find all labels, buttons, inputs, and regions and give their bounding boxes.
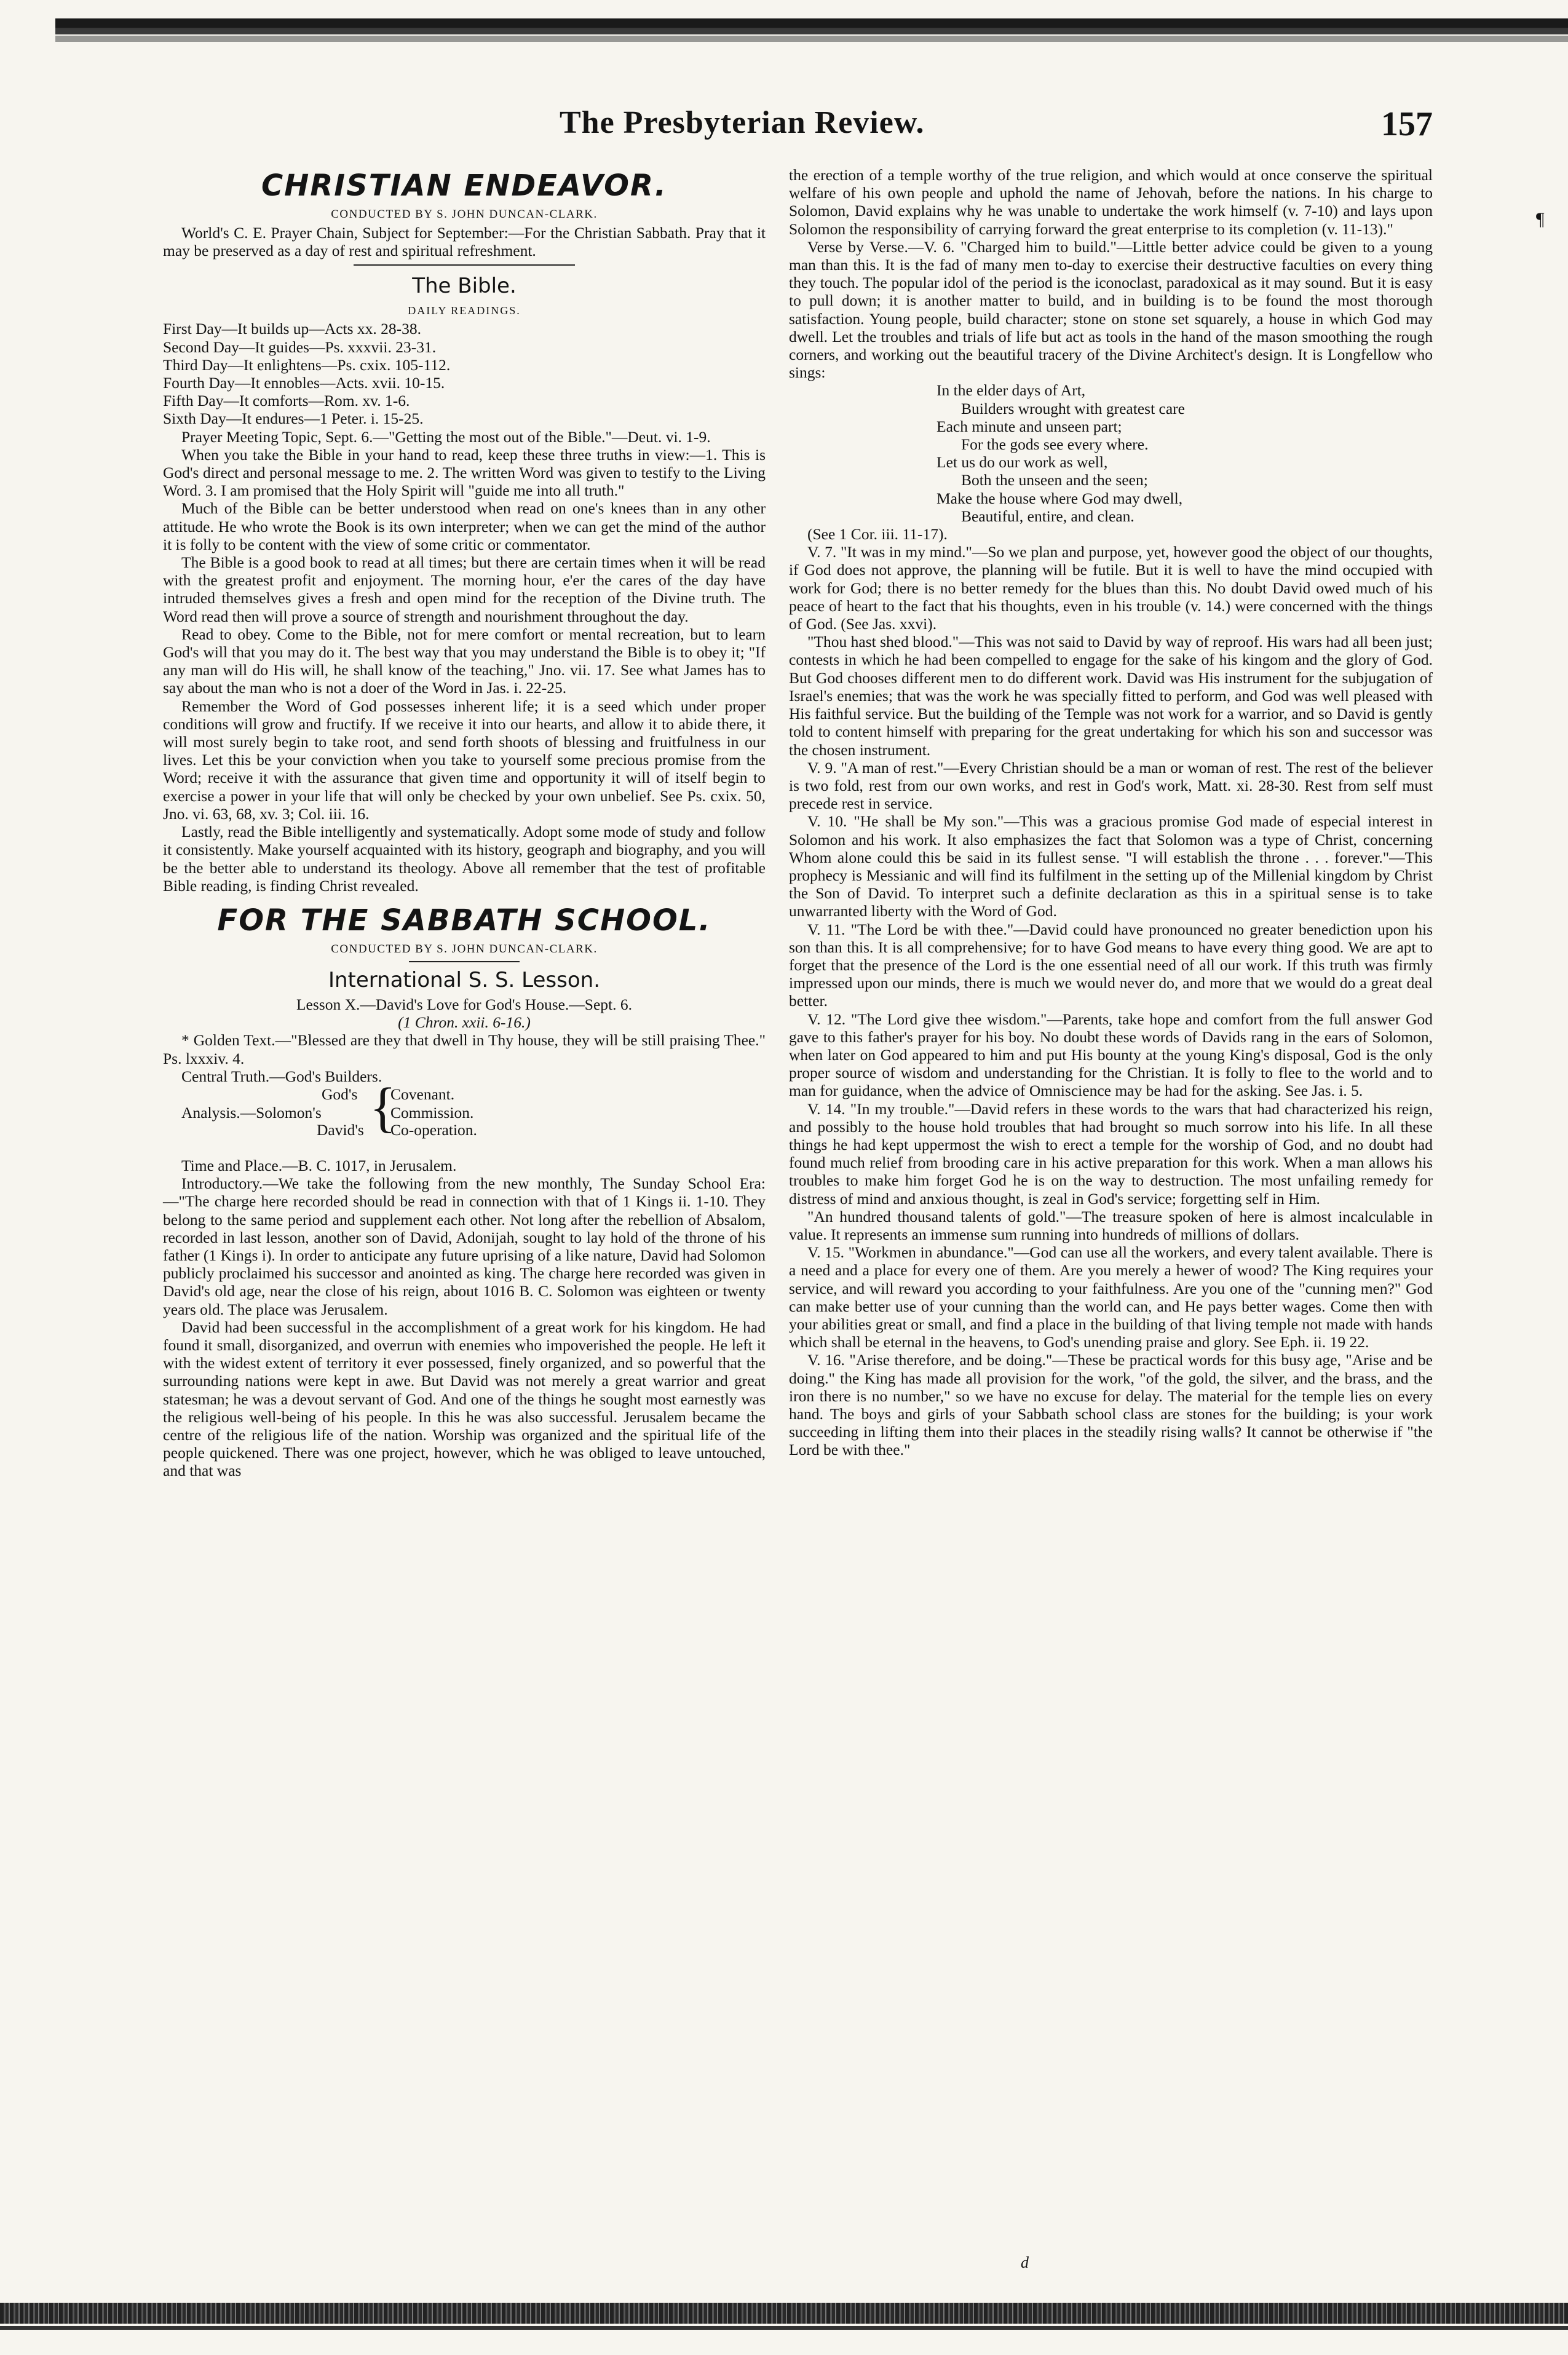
reading-item: Third Day—It enlightens—Ps. cxix. 105-112. — [163, 355, 451, 374]
reading-item: Fifth Day—It comforts—Rom. xv. 1-6. — [163, 392, 410, 410]
analysis-bottom-word: David's — [317, 1120, 364, 1139]
body-paragraph: Introductory.—We take the following from the new monthly, The Sunday School Era:—"The charge here recorded should be read in connection with that of 1 Kings ii. 1-10. They belong to the same period and supplement each other. Not long after the rebellion of Absalom, recorded in last lesson, another son of David, Adonijah, sought to lay hold of the throne of his father (1 Kings i). In order to anticipate any future uprising of a like nature, David had Solomon publicly proclaimed his successor and anointed as king. The charge here recorded was given in David's old age, near the close of his reign, about 1016 B. C. Solomon was eighteen or twenty years old. The place was Jerusalem. — [163, 1174, 766, 1318]
analysis-cooperation: Co-operation. — [390, 1120, 477, 1139]
poem-line: Make the house where God may dwell, — [936, 489, 1183, 507]
poem-line: Let us do our work as well, — [936, 453, 1108, 472]
page-header — [560, 105, 1433, 148]
daily-readings-label: DAILY READINGS. — [408, 304, 521, 317]
prayer-chain-intro: World's C. E. Prayer Chain, Subject for September:—For the Christian Sabbath. Pray that it may be preserved as a day of rest and spiritual refreshment. — [163, 224, 766, 260]
body-paragraph: David had been successful in the accomplishment of a great work for his kingdom. He had found it small, disorganized, and overrun with enemies who impoverished the people. He left it with the widest extent of territory it ever possessed, finely organized, and so powerful that the surrounding nations were kept in awe. But David was not merely a great warrior and great statesman; he was a devout servant of God. And one of the things he sought most earnestly was the religious well-being of his people. In this he was also successful. Jerusalem became the centre of the religious life of the nation. Worship was organized and the spiritual life of the people quickened. There was one project, however, which he was obliged to leave untouched, and that was — [163, 1318, 766, 1480]
central-truth: Central Truth.—God's Builders. — [181, 1067, 382, 1085]
body-paragraph: "Thou hast shed blood."—This was not said to David by way of reproof. His wars had all been just; contests in which he had been compelled to engage for the sake of his kingom and the glory of God. But God chooses different men to do different work. David was His instrument for the subjugation of Israel's enemies; that was the work he was specially fitted to perform, and God was well pleased with His faithful service. But the building of the Temple was not work for a warrior, and so David is gently told to content himself with preparing for the great undertaking for which his son and successor was the chosen instrument. — [789, 633, 1433, 759]
golden-text: * Golden Text.—"Blessed are they that dwell in Thy house, they will be still praising Thee." Ps. lxxxiv. 4. — [163, 1031, 766, 1067]
body-paragraph: Read to obey. Come to the Bible, not for mere comfort or mental recreation, but to learn God's will that you may do it. The best way that you may understand the Bible is to obey it; "If any man will do His will, he shall know of the teaching," Jno. vii. 17. See what James has to say about the man who is not a doer of the Word in Jas. i. 22-25. — [163, 625, 766, 697]
prayer-meeting-topic: Prayer Meeting Topic, Sept. 6.—"Getting the most out of the Bible."—Deut. vi. 1-9. — [181, 427, 711, 446]
reading-item: First Day—It builds up—Acts xx. 28-38. — [163, 320, 422, 338]
time-and-place: Time and Place.—B. C. 1017, in Jerusalem. — [181, 1156, 457, 1174]
sabbath-school-byline: CONDUCTED BY S. JOHN DUNCAN-CLARK. — [331, 942, 598, 956]
divider — [409, 961, 520, 962]
analysis-brace: { — [370, 1077, 397, 1138]
poem-line: Both the unseen and the seen; — [961, 471, 1148, 489]
poem-line: Each minute and unseen part; — [936, 417, 1122, 435]
body-paragraph: Lastly, read the Bible intelligently and systematically. Adopt some mode of study and follow it consistently. Make yourself acquainted with its history, geograph and biography, and you will be the better able to understand its theology. Above all remember that the test of profitable Bible reading, is finding Christ revealed. — [163, 823, 766, 895]
body-paragraph: V. 12. "The Lord give thee wisdom."—Parents, take hope and comfort from the full answer God gave to this father's prayer for his boy. No doubt these words of Davids rang in the ears of Solomon, when later on God appeared to him and put His bounty at the young King's disposal, God is the only proper source of wisdom and understanding for the Christian. It is folly to flee to the world and to man for guidance, when the advice of Omniscience may be had for the asking. See Jas. i. 5. — [789, 1010, 1433, 1100]
poem-line: In the elder days of Art, — [936, 381, 1086, 400]
lesson-scripture: (1 Chron. xxii. 6-16.) — [398, 1013, 531, 1032]
christian-endeavor-heading: CHRISTIAN ENDEAVOR. — [261, 168, 668, 203]
body-paragraph: V. 7. "It was in my mind."—So we plan and purpose, yet, however good the object of our thoughts, if God does not approve, the planning will be futile. But it is well to have the mind occupied with work for God; there is no better remedy for the blues than this. No doubt David owed much of his peace of heart to the fact that his thoughts, even in his trouble (v. 14.) were concerned with the things of God. (See Jas. xxvi). — [789, 543, 1433, 633]
poem-line: Builders wrought with greatest care — [961, 399, 1185, 418]
body-paragraph: When you take the Bible in your hand to read, keep these three truths in view:—1. This is God's direct and personal message to me. 2. The written Word was given to testify to the Living Word. 3. I am promised that the Holy Spirit will "guide me into all truth." — [163, 445, 766, 500]
body-paragraph: Much of the Bible can be better understood when read on one's knees than in any other attitude. He who wrote the Book is its own interpreter; when we can get the mind of the author it is folly to be content with the view of some critic or commentator. — [163, 499, 766, 553]
bottom-border-rule — [0, 2303, 1568, 2324]
reading-item: Fourth Day—It ennobles—Acts. xvii. 10-15. — [163, 374, 445, 392]
analysis-commission: Commission. — [390, 1103, 474, 1122]
top-border-shadow — [55, 36, 1568, 42]
lesson-subheading: International S. S. Lesson. — [328, 967, 601, 992]
analysis-label: Analysis.—Solomon's — [181, 1103, 322, 1122]
divider — [354, 264, 575, 266]
analysis-covenant: Covenant. — [390, 1085, 455, 1103]
body-paragraph: the erection of a temple worthy of the true religion, and which would at once conserve the spiritual welfare of his own people and uphold the name of Jehovah, before the nations. In his charge to Solomon, David explains why he was unable to undertake the work himself (v. 7-10) and lays upon Solomon the responsibility of carrying forward the great enterprise to its completion (v. 11-13)." — [789, 166, 1433, 238]
body-paragraph: Remember the Word of God possesses inherent life; it is a seed which under proper conditions will grow and fructify. If we receive it into our hearts, and allow it to abide there, it will most surely begin to take root, and send forth shoots of blessing and fruitfulness in our lives. Let this be your conviction when you take to yourself some precious promise from the Word; receive it with the assurance that given time and opportunity it will of itself begin to exercise a power in your life that will only be checked by your own unbelief. See Ps. cxix. 50, Jno. vi. 63, 68, xv. 3; Col. iii. 16. — [163, 697, 766, 823]
stray-mark: d — [1021, 2254, 1029, 2271]
right-column — [789, 166, 1433, 1459]
margin-mark: ¶ — [1536, 209, 1545, 229]
christian-endeavor-byline: CONDUCTED BY S. JOHN DUNCAN-CLARK. — [331, 208, 598, 221]
body-paragraph: The Bible is a good book to read at all times; but there are certain times when it will be read with the greatest profit and enjoyment. The morning hour, e'er the cares of the day have intruded themselves gives a fresh and open mind for the reception of the Divine truth. The Word read then will prove a source of strength and nourishment throughout the day. — [163, 553, 766, 625]
analysis-top-word: God's — [322, 1085, 358, 1103]
body-paragraph: V. 10. "He shall be My son."—This was a gracious promise God made of especial interest in Solomon and his work. It also emphasizes the fact that Solomon was a type of Christ, concerning Whom alone could this be said in its fullest sense. "I will establish the throne . . . forever."—This prophecy is Messianic and will find its fulfilment in the setting up of the Millenial kingdom by Christ the Son of David. To interpret such a definite declaration as this in a spiritual sense is to take unwarranted liberty with the Word of God. — [789, 812, 1433, 920]
left-column — [163, 166, 766, 1480]
body-paragraph: V. 14. "In my trouble."—David refers in these words to the wars that had characterized his reign, and possibly to the house hold troubles that had brought so much sorrow into his life. In all these things he had kept uppermost the wish to erect a temple for the worship of God, and no doubt had found much relief from brooding care in his active preparation for this work. When a man allows his troubles to make him forget God he is on the way to destruction. The most unfailing remedy for distress of mind and anxious thought, is zeal in God's service; forgetting self in Him. — [789, 1099, 1433, 1208]
body-paragraph: V. 15. "Workmen in abundance."—God can use all the workers, and every talent available. There is a need and a place for every one of them. Are you merely a hewer of wood? The King requires your service, and will reward you according to your faithfulness. Are you one of the "cunning men?" God can make better use of your cunning than the world can, and He pays better wages. Come then with your abilities great or small, and find a place in the building of that living temple not made with hands which shall be eternal in the heavens, to God's unending praise and glory. See Eph. ii. 19 22. — [789, 1243, 1433, 1352]
body-paragraph: Verse by Verse.—V. 6. "Charged him to build."—Little better advice could be given to a young man than this. It is the fad of many men to-day to exercise their destructive faculties on every thing they touch. The popular idol of the period is the iconoclast, paradoxical as it may sound. But it is easy to pull down; it is another matter to build, and in building is to be found the most thorough satisfaction. Young people, build character; stone on stone set squarely, a house in which God may dwell. Let the troubles and trials of life but act as tools in the hand of the mason smoothing the rough corners, and working out the beautiful tracery of the Divine Architect's design. It is Longfellow who sings: — [789, 237, 1433, 382]
page-number: 157 — [1381, 105, 1433, 143]
publication-title: The Presbyterian Review. — [560, 105, 925, 140]
poem-reference: (See 1 Cor. iii. 11-17). — [807, 525, 948, 544]
bible-subheading: The Bible. — [412, 274, 517, 299]
lesson-analysis — [163, 1077, 766, 1157]
reading-item: Sixth Day—It endures—1 Peter. i. 15-25. — [163, 410, 424, 428]
body-paragraph: V. 11. "The Lord be with thee."—David could have pronounced no greater benediction upon his son than this. It is all comprehensive; for to have God means to have every thing good. We are apt to forget that the presence of the Lord is the one essential need of all our work. If this truth was firmly impressed upon our minds, there is much we would never do, and more that we would do a great deal better. — [789, 920, 1433, 1010]
reading-item: Second Day—It guides—Ps. xxxvii. 23-31. — [163, 338, 437, 356]
sabbath-school-heading: FOR THE SABBATH SCHOOL. — [217, 903, 711, 938]
body-paragraph: V. 16. "Arise therefore, and be doing."—These be practical words for this busy age, "Arise and be doing." the King has made all provision for the work, "of the gold, the silver, and the brass, and the iron there is no number," so we have no excuse for delay. The material for the temple lies on every hand. The boys and girls of your Sabbath school class are stones for the building; is your work succeeding in lifting them into their places in the steadily rising walls? It cannot be otherwise if "the Lord be with thee." — [789, 1351, 1433, 1459]
longfellow-poem — [789, 381, 1433, 525]
poem-line: For the gods see every where. — [961, 435, 1149, 454]
lesson-line: Lesson X.—David's Love for God's House.—Sept. 6. — [296, 995, 633, 1013]
poem-line: Beautiful, entire, and clean. — [961, 507, 1134, 525]
bottom-border-line — [0, 2326, 1568, 2330]
body-paragraph: V. 9. "A man of rest."—Every Christian should be a man or woman of rest. The rest of the believer is two fold, rest from our own works, and rest in God's work, Matt. xi. 28-30. Rest from self must precede rest in service. — [789, 758, 1433, 813]
body-paragraph: "An hundred thousand talents of gold."—The treasure spoken of here is almost incalculable in value. It represents an immense sum running into hundreds of millions of dollars. — [789, 1207, 1433, 1243]
top-border-rule — [55, 18, 1568, 34]
